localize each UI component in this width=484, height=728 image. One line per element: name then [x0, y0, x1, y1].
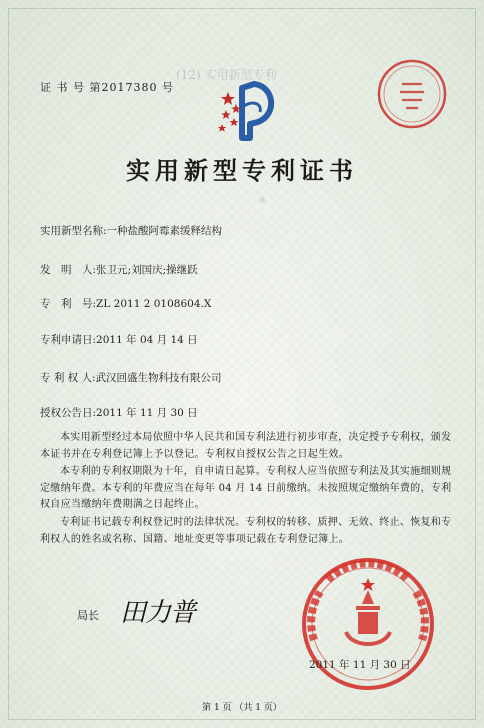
ghost-mark: ※	[258, 196, 267, 207]
utility-name-row	[40, 223, 222, 238]
page-title: 实用新型专利证书	[126, 156, 358, 185]
grant-date-label: 授权公告日:	[40, 407, 97, 419]
patentee-label: 专 利 权 人:	[40, 372, 96, 384]
filing-date-row	[40, 332, 198, 347]
patent-number-value: ZL 2011 2 0108604.X	[96, 298, 212, 310]
inventor-label: 发 明 人:	[40, 264, 97, 276]
inventor-row	[40, 262, 198, 277]
page-number: 第 1 页 （共 1 页）	[202, 703, 282, 713]
body-paragraph-1: 本实用新型经过本局依照中华人民共和国专利法进行初步审查，决定授予专利权，颁发本证书并在专利登记簿上予以登记。专利权自授权公告之日起生效。	[40, 432, 452, 460]
patentee-row	[40, 370, 222, 385]
seal-date: 2011 年 11 月 30 日	[309, 659, 411, 671]
ghost-heading: (12) 实用新型专利	[176, 68, 277, 82]
utility-name-value: 一种盐酸阿霉素缓释结构	[106, 225, 223, 237]
utility-name-label: 实用新型名称:	[40, 225, 107, 237]
body-paragraph-2: 本专利的专利权期限为十年，自申请日起算。专利权人应当依照专利法及其实施细则规定缴纳年费。本专利的年费应当在每年 04 月 14 日前缴纳。未按照规定缴纳年费的，专利权自应当缴纳年费期满之日起终止。	[40, 466, 452, 511]
inventor-value: 张卫元;刘国庆;操继跃	[96, 264, 198, 276]
patent-number-label: 专 利 号:	[40, 298, 97, 310]
grant-date-value: 2011 年 11 月 30 日	[96, 407, 198, 419]
director-label: 局长	[77, 609, 99, 622]
grant-date-row	[40, 405, 198, 420]
patent-number-row	[40, 296, 211, 311]
patent-office-emblem-icon	[214, 78, 280, 144]
patentee-value: 武汉回盛生物科技有限公司	[95, 372, 222, 384]
certificate-number: 证 书 号 第2017380 号	[40, 81, 174, 94]
filing-date-label: 专利申请日:	[40, 334, 97, 346]
body-paragraph-3: 专利证书记载专利权登记时的法律状况。专利权的转移、质押、无效、终止、恢复和专利权人的姓名或名称、国籍、地址变更等事项记载在专利登记簿上。	[40, 517, 452, 545]
director-signature: 田力普	[120, 598, 196, 628]
agency-stamp-icon	[376, 58, 448, 130]
filing-date-value: 2011 年 04 月 14 日	[96, 334, 198, 346]
